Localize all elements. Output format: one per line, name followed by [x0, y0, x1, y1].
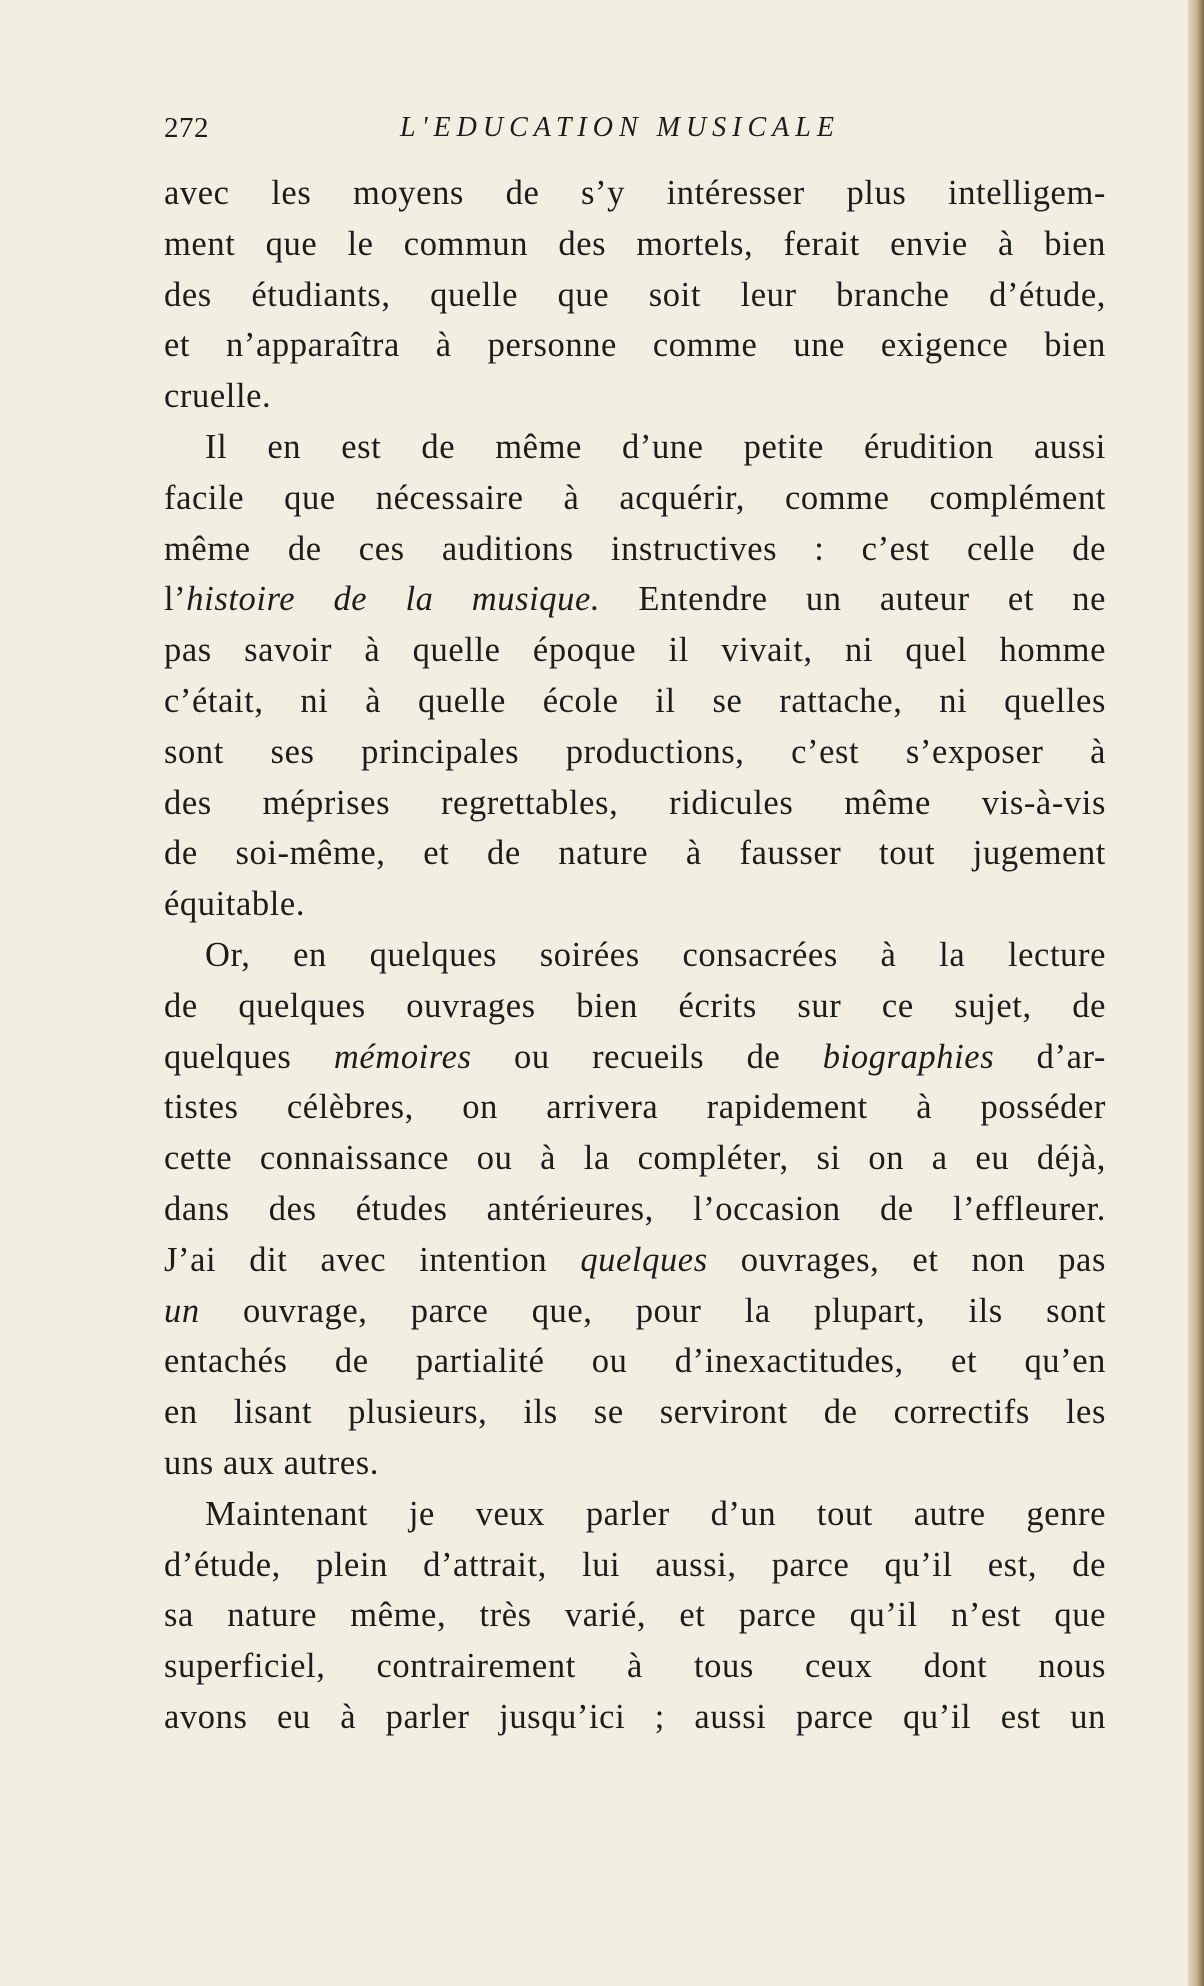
- running-head: L'EDUCATION MUSICALE: [400, 112, 840, 143]
- text-line: [164, 1082, 1106, 1133]
- text-run: entachés de partialité ou d’inexactitudes, et qu’en: [164, 1342, 1106, 1381]
- text-run: facile que nécessaire à acquérir, comme complément: [164, 478, 1106, 517]
- text-run: c’était, ni à quelle école il se rattache, ni quelles: [164, 681, 1106, 720]
- text-line: [164, 1235, 1106, 1286]
- text-run: avons eu à parler jusqu’ici ; aussi parce qu’il est un: [164, 1697, 1106, 1736]
- text-run: équitable.: [164, 885, 306, 924]
- text-run: Or, en quelques soirées consacrées à la lecture: [205, 935, 1106, 974]
- text-run: J’ai dit avec intention: [164, 1240, 581, 1279]
- italic-text: biographies: [822, 1037, 995, 1076]
- text-run: sont ses principales productions, c’est s’exposer à: [164, 732, 1106, 771]
- text-line: [164, 727, 1106, 778]
- text-line: [164, 1489, 1106, 1540]
- paragraph: [164, 422, 1106, 930]
- text-run: de quelques ouvrages bien écrits sur ce sujet, de: [164, 986, 1106, 1025]
- text-run: des méprises regrettables, ridicules même vis-à-vis: [164, 783, 1106, 822]
- text-run: même de ces auditions instructives : c’est celle de: [164, 529, 1106, 568]
- text-line: [164, 270, 1106, 321]
- text-run: ou recueils de: [471, 1037, 823, 1076]
- text-run: l’: [164, 580, 187, 619]
- text-line: [164, 1184, 1106, 1235]
- text-line: [164, 422, 1106, 473]
- text-run: d’étude, plein d’attrait, lui aussi, parce qu’il est, de: [164, 1545, 1106, 1584]
- text-line: [164, 168, 1106, 219]
- italic-text: mémoires: [333, 1037, 472, 1076]
- text-line: [164, 778, 1106, 829]
- paragraph: [164, 930, 1106, 1489]
- text-line: [164, 1641, 1106, 1692]
- text-line: [164, 1387, 1106, 1438]
- text-line: [164, 524, 1106, 575]
- page-number: 272: [164, 112, 209, 144]
- text-line: [164, 1133, 1106, 1184]
- text-run: avec les moyens de s’y intéresser plus intelligem-: [164, 174, 1106, 212]
- paragraph: [164, 1489, 1106, 1743]
- body-text: [164, 168, 1106, 1743]
- text-run: ment que le commun des mortels, ferait envie à bien: [164, 224, 1106, 263]
- text-run: ouvrage, parce que, pour la plupart, ils sont: [199, 1291, 1106, 1330]
- text-run: cette connaissance ou à la compléter, si on a eu déjà,: [164, 1139, 1106, 1178]
- text-line: [164, 828, 1106, 879]
- text-line: [164, 1540, 1106, 1591]
- text-line: [164, 1286, 1106, 1337]
- italic-text: quelques: [580, 1240, 708, 1279]
- text-run: pas savoir à quelle époque il vivait, ni quel homme: [164, 631, 1106, 670]
- page-edge-shadow: [1188, 0, 1204, 1986]
- text-run: en lisant plusieurs, ils se serviront de correctifs les: [164, 1393, 1106, 1432]
- text-run: quelques: [164, 1037, 334, 1076]
- text-line: [164, 1336, 1106, 1387]
- text-line: [164, 1692, 1106, 1743]
- text-run: Il en est de même d’une petite érudition aussi: [205, 427, 1106, 466]
- italic-text: histoire de la musique.: [186, 580, 601, 619]
- text-line: [164, 1590, 1106, 1641]
- text-run: ouvrages, et non pas: [707, 1240, 1106, 1279]
- page-header: [164, 112, 1106, 152]
- text-run: des étudiants, quelle que soit leur branche d’étude,: [164, 275, 1106, 314]
- text-line: [164, 320, 1106, 371]
- text-line: [164, 879, 1106, 930]
- text-run: Entendre un auteur et ne: [600, 580, 1106, 619]
- text-line: [164, 676, 1106, 727]
- text-line: [164, 625, 1106, 676]
- text-run: Maintenant je veux parler d’un tout autre genre: [205, 1494, 1106, 1533]
- text-line: [164, 930, 1106, 981]
- text-line: [164, 219, 1106, 270]
- text-run: sa nature même, très varié, et parce qu’il n’est que: [164, 1596, 1106, 1635]
- text-run: uns aux autres.: [164, 1443, 379, 1482]
- text-line: [164, 1032, 1106, 1083]
- text-line: [164, 981, 1106, 1032]
- text-run: superficiel, contrairement à tous ceux dont nous: [164, 1647, 1106, 1686]
- text-run: d’ar-: [994, 1037, 1106, 1076]
- text-run: de soi-même, et de nature à fausser tout jugement: [164, 834, 1106, 873]
- italic-text: un: [164, 1291, 200, 1330]
- paragraph: [164, 168, 1106, 422]
- text-run: cruelle.: [164, 377, 272, 416]
- text-run: et n’apparaîtra à personne comme une exigence bien: [164, 326, 1106, 365]
- text-run: tistes célèbres, on arrivera rapidement à posséder: [164, 1088, 1106, 1127]
- text-line: [164, 574, 1106, 625]
- text-line: [164, 1438, 1106, 1489]
- text-line: [164, 473, 1106, 524]
- text-run: dans des études antérieures, l’occasion de l’effleurer.: [164, 1189, 1106, 1228]
- text-line: [164, 371, 1106, 422]
